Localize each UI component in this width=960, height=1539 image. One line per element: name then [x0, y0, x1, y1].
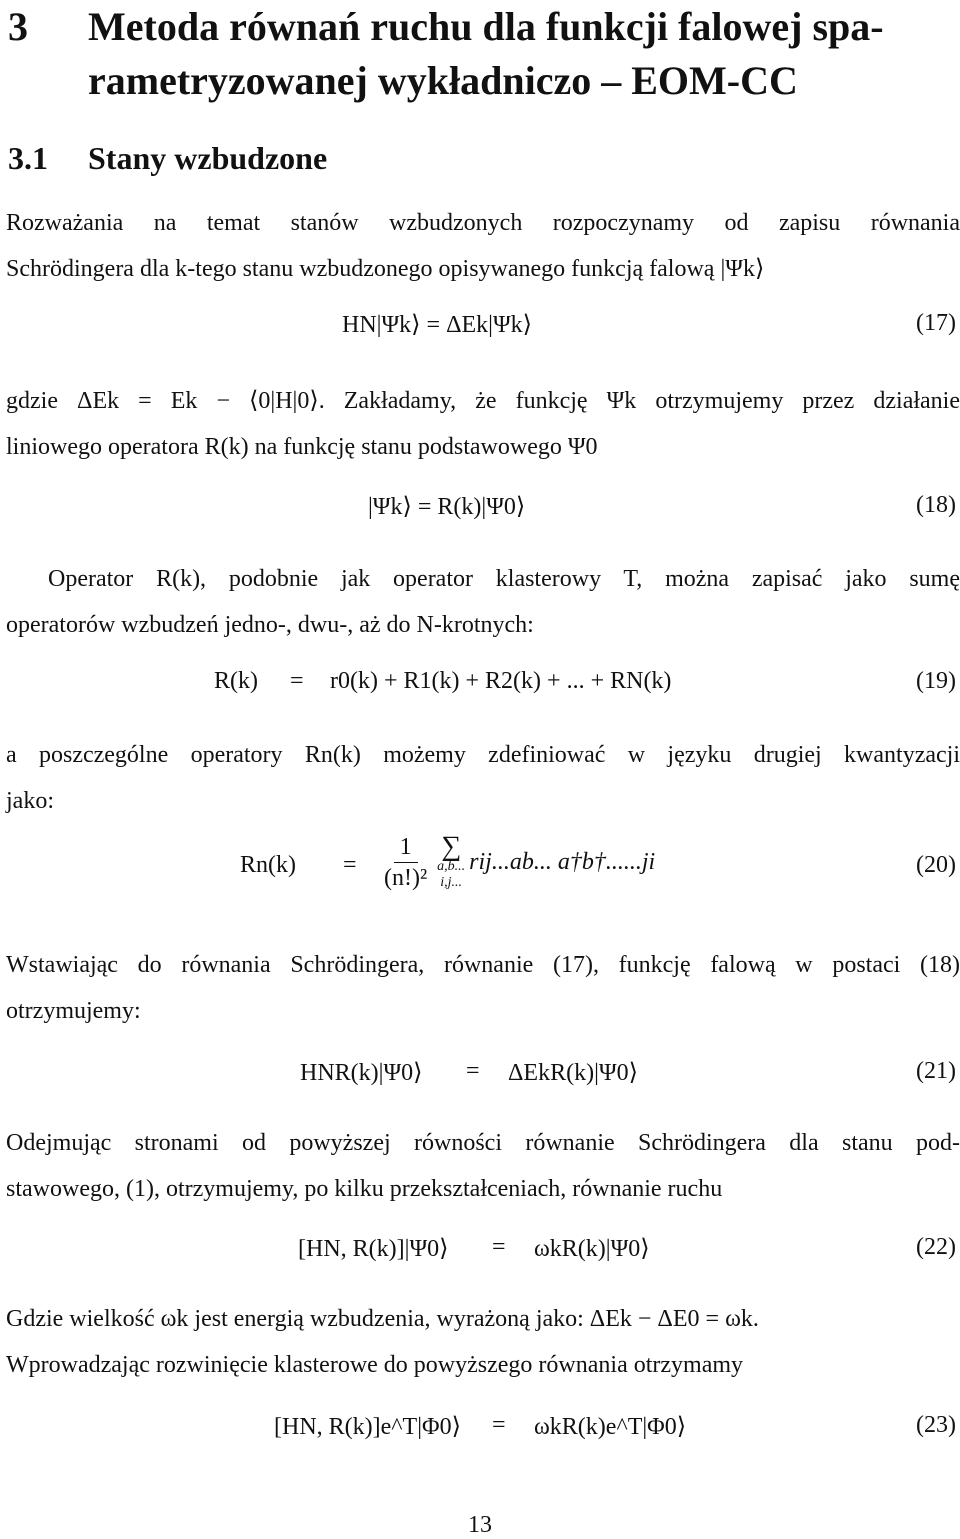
- eq19-lhs: R(k): [214, 668, 258, 694]
- section-heading: [8, 0, 884, 108]
- equation-17: [0, 310, 960, 356]
- p3-line2: operatorów wzbudzeń jedno-, dwu-, aż do N-krotnych:: [6, 612, 534, 638]
- equation-18: [0, 492, 960, 538]
- eq21-equals: =: [466, 1058, 480, 1084]
- section-title-line2: rametryzowanej wykładniczo – EOM-CC: [88, 58, 798, 103]
- eq21-rhs: ΔEkR(k)|Ψ0⟩: [508, 1060, 638, 1086]
- eq22-number: (22): [916, 1234, 956, 1260]
- eq18-formula: |Ψk⟩ = R(k)|Ψ0⟩: [368, 494, 526, 520]
- section-title-line1: Metoda równań ruchu dla funkcji falowej spa-: [88, 4, 884, 49]
- eq19-rhs: r0(k) + R1(k) + R2(k) + ... + RN(k): [330, 668, 672, 694]
- p6-line2: stawowego, (1), otrzymujemy, po kilku przekształceniach, równanie ruchu: [6, 1176, 723, 1202]
- subsection-heading: [8, 140, 327, 177]
- eq22-equals: =: [492, 1234, 506, 1260]
- eq20-rhs: [378, 832, 655, 893]
- p6-line1: Odejmując stronami od powyższej równości równanie Schrödingera dla stanu pod-: [6, 1130, 960, 1156]
- paragraph-1: [6, 200, 960, 292]
- paragraph-7: [6, 1296, 960, 1388]
- p7-line2: Wprowadzając rozwinięcie klasterowe do powyższego równania otrzymamy: [6, 1352, 744, 1378]
- eq21-number: (21): [916, 1058, 956, 1084]
- paragraph-5: [6, 942, 960, 1034]
- eq22-lhs: [HN, R(k)]|Ψ0⟩: [298, 1236, 449, 1262]
- p1-line1: Rozważania na temat stanów wzbudzonych rozpoczynamy od zapisu równania: [6, 210, 960, 236]
- equation-21: [0, 1058, 960, 1104]
- p4-line2: jako:: [6, 788, 54, 814]
- p2-line2: liniowego operatora R(k) na funkcję stanu podstawowego Ψ0: [6, 434, 598, 460]
- p5-line2: otrzymujemy:: [6, 998, 141, 1024]
- equation-23: [0, 1412, 960, 1458]
- equation-20: [0, 832, 960, 922]
- equation-22: [0, 1234, 960, 1280]
- subsection-number: 3.1: [8, 140, 48, 176]
- eq20-lhs: Rn(k): [240, 852, 296, 878]
- eq23-number: (23): [916, 1412, 956, 1438]
- eq17-formula: HN|Ψk⟩ = ΔEk|Ψk⟩: [342, 312, 533, 338]
- p2-line1: gdzie ΔEk = Ek − ⟨0|H|0⟩. Zakładamy, że funkcję Ψk otrzymujemy przez działanie: [6, 388, 960, 414]
- eq20-term: rij...ab... a†b†......ji: [469, 849, 656, 875]
- page-number: 13: [468, 1512, 492, 1538]
- eq22-rhs: ωkR(k)|Ψ0⟩: [534, 1236, 650, 1262]
- eq19-number: (19): [916, 668, 956, 694]
- sum-lower-ab: a,b...: [437, 858, 466, 874]
- eq23-equals: =: [492, 1412, 506, 1438]
- eq20-summation: [437, 830, 466, 891]
- eq20-number: (20): [916, 852, 956, 878]
- paragraph-6: [6, 1120, 960, 1212]
- eq20-numerator: 1: [394, 832, 418, 863]
- p5-line1: Wstawiając do równania Schrödingera, równanie (17), funkcję falową w postaci (18): [6, 952, 960, 978]
- p1-line2: Schrödingera dla k-tego stanu wzbudzonego opisywanego funkcją falową |Ψk⟩: [6, 256, 765, 282]
- eq23-lhs: [HN, R(k)]e^T|Φ0⟩: [274, 1414, 461, 1440]
- paragraph-2: [6, 378, 960, 470]
- eq20-denominator: (n!)²: [384, 865, 428, 891]
- eq20-equals: =: [343, 852, 357, 878]
- sum-lower-ij: i,j...: [440, 874, 463, 890]
- p4-line1: a poszczególne operatory Rn(k) możemy zdefiniować w języku drugiej kwantyzacji: [6, 742, 960, 768]
- p3-line1: Operator R(k), podobnie jak operator klasterowy T, można zapisać jako sumę: [48, 566, 960, 592]
- p7-line1: Gdzie wielkość ωk jest energią wzbudzenia, wyrażoną jako: ΔEk − ΔE0 = ωk.: [6, 1306, 759, 1332]
- subsection-title: Stany wzbudzone: [88, 140, 328, 176]
- section-number: 3: [8, 4, 28, 49]
- eq17-number: (17): [916, 310, 956, 336]
- eq20-fraction: [384, 832, 427, 893]
- paragraph-4: [6, 732, 960, 824]
- eq23-rhs: ωkR(k)e^T|Φ0⟩: [534, 1414, 687, 1440]
- eq19-equals: =: [290, 668, 304, 694]
- eq21-lhs: HNR(k)|Ψ0⟩: [300, 1060, 423, 1086]
- sum-sign: ∑: [441, 830, 462, 862]
- paragraph-3: [6, 556, 960, 648]
- equation-19: [0, 668, 960, 714]
- eq18-number: (18): [916, 492, 956, 518]
